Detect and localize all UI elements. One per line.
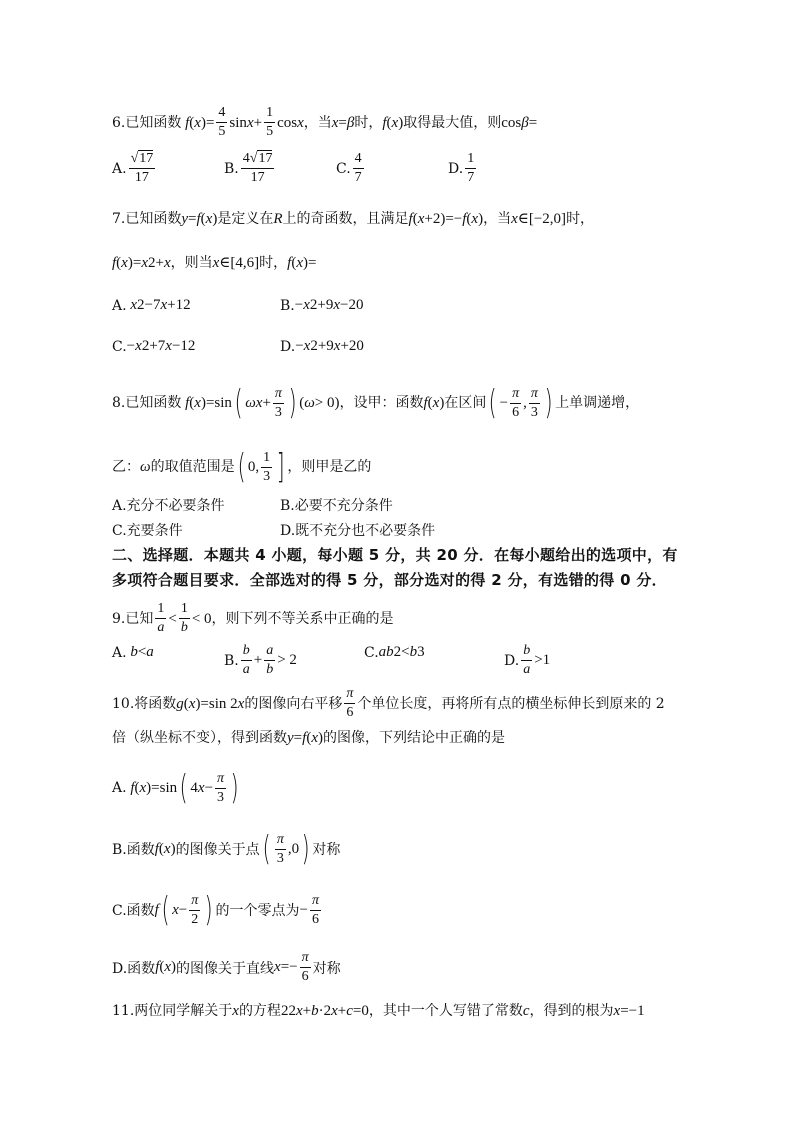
q7-option-b: B. − x 2 +9 x −20 <box>280 297 364 314</box>
q9-text: ，则下列不等关系中正确的是 <box>211 610 394 627</box>
option-label: B. <box>280 297 295 314</box>
question-7-line1: 7.已知函数 y = f ( x ) 是定义在 R 上的奇函数，且满足 f ( x +2)=− f ( x ) ，当 x ∈[−2,0] 时， <box>112 211 595 227</box>
question-7-line2: f ( x )= x 2 + x ，则当 x ∈[4,6] 时， f ( x )= <box>112 255 317 271</box>
option-label: C. <box>336 160 351 177</box>
option-label: A. <box>112 160 127 177</box>
q8-option-b: B.必要不充分条件 <box>280 498 393 514</box>
q6-option-d: D. $\frac{1}{7}$ <box>448 151 475 185</box>
q8-text: 上单调递增， <box>555 395 640 411</box>
option-text: 对称 <box>312 960 341 977</box>
question-10-line2: 倍（纵坐标不变），得到函数 y = f ( x ) 的图像，下列结论中正确的是 <box>112 730 505 746</box>
q8-text: ，则甲是乙的 <box>287 459 372 475</box>
q6-option-c: C. $\frac{4}{7}$ <box>336 151 362 185</box>
q8-text: ，设甲：函数 <box>339 395 424 411</box>
q7-text: ，则当 <box>170 255 213 271</box>
q10-option-b: B.函数 f ( x ) 的图像关于点 ( $\frac{\pi}{3}$ ,0 ) 对称 <box>112 829 341 869</box>
q8-option-a: A.充分不必要条件 <box>112 498 225 514</box>
q10-option-d: D.函数 f ( x ) 的图像关于直线 x =− $\frac{\pi}{6}$ 对称 <box>112 950 341 984</box>
q8-text: 8.已知函数 <box>112 395 182 411</box>
option-text: 对称 <box>312 842 341 858</box>
option-label: D. <box>448 160 464 177</box>
q7-text: 时， <box>566 211 595 227</box>
q6-text: ，当 <box>303 114 332 131</box>
q10-option-a: A. f ( x )=sin ( 4 x − $\frac{\pi}{3}$ ) <box>112 768 239 808</box>
question-10-line1: 10.将函数 g ( x )=sin 2 x 的图像向右平移 $\frac{\pi}{6}$ 个单位长度，再将所有点的横坐标伸长到原来的 2 <box>112 686 665 720</box>
q8-text: 乙： <box>112 459 140 475</box>
question-6-stem: 6.已知函数 f ( x )= $\frac{4}{5}$ sin x + $\frac{1}{5}$ cos x ，当 x = β 时， f ( x ) 取得最大值，则 cos β = <box>112 105 538 139</box>
q9-option-a: A. b < a <box>112 644 154 661</box>
question-8-line1: 8.已知函数 f ( x )=sin ( ωx + $\frac{\pi}{3}$ ) ( ω > 0) ，设甲：函数 f ( x ) 在区间 ( − $\frac{\pi}{6}$ , $\frac{\pi}{3}$ ) 上单调递增， <box>112 383 640 423</box>
question-8-line2: 乙： ω 的取值范围是 ( 0, $\frac{1}{3}$ ] ，则甲是乙的 <box>112 447 372 487</box>
q6-option-a: A. $\frac{√17}{17}$ <box>112 151 154 185</box>
option-text: 的图像关于直线 <box>176 960 275 977</box>
q8-option-d: D.既不充分也不必要条件 <box>280 523 436 539</box>
q9-option-d: D. $\frac{b}{a}$ >1 <box>504 643 551 677</box>
q9-option-b: B. $\frac{b}{a}$ + $\frac{a}{b}$ > 2 <box>224 643 297 677</box>
q7-text: ，当 <box>483 211 512 227</box>
section-heading-line2: 多项符合题目要求．全部选对的得 5 分，部分选对的得 2 分，有选错的得 0 分． <box>112 571 667 589</box>
option-text: C.函数 <box>112 903 155 919</box>
q8-text: 的取值范围是 <box>150 459 235 475</box>
option-text: 的一个零点为 <box>215 903 300 919</box>
question-11-stem: 11.两位同学解关于 x 的方程 2 2x + b ·2 x + c =0 ，其中一个人写错了常数 c ，得到的根为 x =−1 <box>112 1003 645 1019</box>
option-label: D. <box>280 338 296 355</box>
q11-text: ，其中一个人写错了常数 <box>368 1003 523 1019</box>
option-label: A. <box>112 297 127 314</box>
q7-option-c: C. − x 2 +7 x −12 <box>112 338 196 355</box>
option-label: B. <box>224 160 239 177</box>
option-label: D. <box>504 652 520 669</box>
option-text: B.函数 <box>112 842 155 858</box>
q10-text: 10.将函数 <box>112 695 177 712</box>
q6-option-b: B. $\frac{4√17}{17}$ <box>224 151 273 185</box>
option-label: C. <box>112 338 127 355</box>
question-9-stem: 9.已知 $\frac{1}{a}$ < $\frac{1}{b}$ < 0 ，则下列不等关系中正确的是 <box>112 601 394 635</box>
section-heading-line1: 二、选择题．本题共 4 小题，每小题 5 分，共 20 分．在每小题给出的选项中，有 <box>112 546 678 564</box>
q9-text: 9.已知 <box>112 610 154 627</box>
option-label: A. <box>112 780 127 796</box>
q6-text: 6.已知函数 <box>112 114 182 131</box>
q9-option-c: C. ab 2 < b 3 <box>364 644 425 661</box>
q10-text: 倍（纵坐标不变），得到函数 <box>112 730 287 746</box>
q7-text: 上的奇函数，且满足 <box>282 211 409 227</box>
q10-text: 的图像向右平移 <box>244 695 343 712</box>
q11-text: 11.两位同学解关于 <box>112 1003 233 1019</box>
q6-text: 时， <box>354 114 383 131</box>
q7-option-a: A. x 2 −7 x +12 <box>112 297 191 314</box>
q7-text: 是定义在 <box>217 211 274 227</box>
q11-text: 的方程 <box>238 1003 281 1019</box>
option-text: 的图像关于点 <box>175 842 260 858</box>
q8-text: 在区间 <box>444 395 487 411</box>
q8-option-c: C.充要条件 <box>112 523 183 539</box>
option-label: B. <box>224 652 239 669</box>
q7-text: 时， <box>259 255 288 271</box>
option-label: C. <box>364 644 379 661</box>
q10-text: 的图像，下列结论中正确的是 <box>322 730 505 746</box>
q10-text: 个单位长度，再将所有点的横坐标伸长到原来的 2 <box>357 695 665 712</box>
option-label: A. <box>112 644 127 661</box>
option-text: D.函数 <box>112 960 156 977</box>
q10-option-c: C.函数 f ( x − $\frac{\pi}{2}$ ) 的一个零点为 − $\frac{\pi}{6}$ <box>112 890 320 930</box>
q7-option-d: D. − x 2 +9 x +20 <box>280 338 364 355</box>
q6-text: 取得最大值，则 <box>403 114 502 131</box>
q7-text: 7.已知函数 <box>112 211 182 227</box>
q11-text: ，得到的根为 <box>529 1003 614 1019</box>
